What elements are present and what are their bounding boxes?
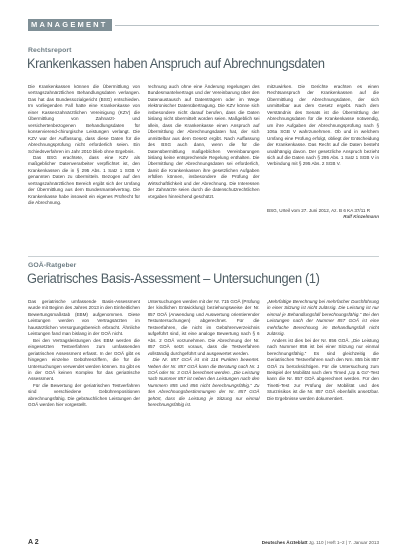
article2-column-3: [267, 299, 379, 531]
author-name: Ralf Kinzelmann: [343, 214, 379, 220]
article-divider: [28, 256, 379, 257]
section-label: MANAGEMENT: [28, 19, 112, 31]
article1-column-2: [148, 84, 260, 234]
paragraph: Das BSG erachtete, dass eine KZV als maßgeblicher Datenverarbeiter verpflichtet ist, den Krankenkassen die in § 295 Abs. 1 Satz 1 SGB V genannten Daten zu übermitteln. Bezogen auf den vertragszahnärztlichen Bereich ergibt sich der Umfang der Übermittlung aus dem Bundesmantelvertrag. Die Krankenkasse habe insoweit ein eigenes Prüfrecht für die Abrechnung.: [28, 154, 140, 206]
paragraph: rechnung auch ohne eine Änderung regelungen des Bundesmantelvertrags und der Vereinbarung über den Datenaustausch auf Datenträgern oder im Wege elektronischer Datenübertragung. Die KZV könne sich insbesondere nicht darauf berufen, dass die Daten bislang nicht übermittelt worden seien. Maßgeblich sei allein, dass die Krankenkasse einen Anspruch auf Übermittlung der Abrechnungsdaten hat, der sich unmittelbar aus dem Gesetz ergibt. Nach Auffassung des BSG auch dann, wenn die für die Datenübermittlung maßgeblichen Vereinbarungen bislang keine entsprechende Regelung enthalten. Die Übermittlung der Abrechnungsdaten sei erforderlich, damit die Krankenkassen ihre gesetzlichen Aufgaben erfüllen können, insbesondere die Prüfung der Wirtschaftlichkeit und der Abrechnung. Die Interessen der Zahnärzte seien durch die datenschutzrechtlichen Vorgaben hinreichend geschützt.: [147, 84, 260, 199]
page-footer: [28, 538, 379, 546]
article2-column-2: [148, 299, 260, 531]
article1-title: Krankenkassen haben Anspruch auf Abrechnungsdaten: [27, 56, 325, 72]
journal-info: [262, 540, 379, 545]
paragraph: Für die Bewertung der geriatrischen Testverfahren sind verschiedene Gebührenpositionen abrechnungsfähig. Die gebräuchlichen Leistungen der GOÄ werden hier vorgestellt.: [28, 382, 140, 408]
article1-column-1: [28, 84, 140, 234]
paragraph: Das geriatrische umfassende Basis-Assessment wurde mit Beginn des Jahres 2013 in den Einheitlichen Bewertungsmaßstab (EBM) aufgenommen. Diese Leistungen werden von Vertragsärzten im hausärztlichen Versorgungsbereich erbracht. Ähnliche Leistungen fand man bislang in der GOÄ nicht.: [28, 299, 140, 337]
article1-column-3: [267, 84, 379, 234]
journal-issue: Jg. 110 | Heft 1–2 | 7. Januar 2013: [308, 539, 379, 545]
citation: BSG, Urteil vom 27. Juni 2012, Az. B 6 KA 37/11 R: [267, 208, 371, 213]
paragraph: Untersuchungen werden mit der Nr. 715 GOÄ (Prüfung der kindlichen Entwicklung) beziehungsweise der Nr. 857 GOÄ (Anwendung und Auswertung orientierender Testuntersuchungen) abgerechnet. Für die Testverfahren, die nicht im Gebührenverzeichnis aufgeführt sind, ist eine analoge Bewertung nach § 6 Abs. 2 GOÄ vorzunehmen. Die Abrechnung der Nr. 857 GOÄ setzt voraus, dass die Testverfahren vollständig durchgeführt und ausgewertet werden.: [147, 299, 260, 356]
paragraph: mitzuwirken. Die Gerichte erachten es einen Rechtsanspruch der Krankenkassen auf die Übermittlung der Abrechnungsdaten, der sich unmittelbar aus dem Gesetz ergebt. Nach dem Verständnis des Senats ist die Übermittlung der Abrechnungsdaten für die Krankenkasse notwendig, um ihre Aufgaben der Abrechnungsprüfung nach § 106a SGB V wahrzunehmen. Ob und in welchem Umfang eine Prüfung erfolgt, obliegt der Entscheidung der Krankenkasse. Das Recht auf die Daten besteht unabhängig davon. Der gesetzliche Anspruch bezieht sich auf die Daten nach § 295 Abs. 1 Satz 1 SGB V in Verbindung mit § 295 Abs. 2 SGB V.: [267, 84, 379, 167]
page-number: A 2: [28, 538, 39, 546]
paragraph: Anders ist dies bei der Nr. 856 GOÄ. „Die Leistung nach Nummer 856 ist bei einer Sitzung nur einmal berechnungsfähig.“ Es sind gleichzeitig die Geriatrischen Testverfahren nach den Nrn. 855 bis 857 GOÄ zu berücksichtigen. Für die Untersuchung zum Beispiel der Mobilität nach dem Timed „Up & Go“-Test kann die Nr. 857 GOÄ abgerechnet werden. Für den Tinetti-Test zur Prüfung der Mobilität und des Sturzrisikos ist die Nr. 857 GOÄ ebenfalls ansetzbar. Die Ergebnisse werden dokumentiert.: [267, 337, 379, 401]
article1-body: [28, 84, 379, 234]
article2-kicker: GOÄ-Ratgeber: [28, 262, 77, 269]
article1-kicker: Rechtsreport: [28, 47, 72, 54]
article2-title: Geriatrisches Basis-Assessment – Untersuchungen (1): [27, 271, 320, 287]
paragraph: Die Krankenkassen können die Übermittlung von vertragszahnärztlichen Behandlungsdaten verlangen. Das hat das Bundessozialgericht (BSG) entschieden. Im vorliegenden Fall hatte eine Krankenkasse von einer Kassenzahnärztlichen Vereinigung (KZV) die Übermittlung von Zahnarzt- und versichertenbezogenen Behandlungsdaten für konservierend-chirurgische Leistungen verlangt. Die KZV war der Auffassung, dass diese Daten für die Abrechnungsprüfung nicht erforderlich seien. Ein Schiedsverfahren im Jahr 2010 blieb ohne Ergebnis.: [28, 84, 140, 154]
paragraph: Bei den Vertragsleistungen des EBM werden die eingesetzten Testverfahren zum umfassenden geriatrischen Assessment erfasst. In der GOÄ gibt es hingegen einzelne Gebührenziffern, die für die Untersuchungen verwendet werden können. So gibt es in der GOÄ keinen Komplex für das geriatrische Assessment.: [28, 337, 140, 382]
article2-column-1: [28, 299, 140, 531]
paragraph: Die Nr. 857 GOÄ ist mit 116 Punkten bewertet. Neben der Nr. 857 GOÄ kann die Beratung nach Nr. 1 GOÄ oder Nr. 3 GOÄ berechnet werden. „Die Leistung nach Nummer 857 ist neben den Leistungen nach den Nummern 855 und 856 nicht berechnungsfähig.“ Zu den Abrechnungsbestimmungen der Nr. 857 GOÄ gehört, dass die Leistung je Sitzung nur einmal berechnungsfähig ist.: [147, 357, 260, 408]
header-rule: [115, 25, 379, 26]
article2-body: [28, 299, 379, 531]
journal-name: Deutsches Ärzteblatt: [261, 539, 308, 545]
section-header: [28, 18, 379, 32]
paragraph: „Mehrfaltige Berechnung bei mehrfacher Durchführung in einer Sitzung ist nicht zulässig. Die Leistung ist nur einmal je Behandlungsfall berechnungsfähig.“ Bei den Leistungen nach der Nummer 857 GOÄ ist eine mehrfache Berechnung im Behandlungsfall nicht zulässig.: [267, 299, 379, 337]
